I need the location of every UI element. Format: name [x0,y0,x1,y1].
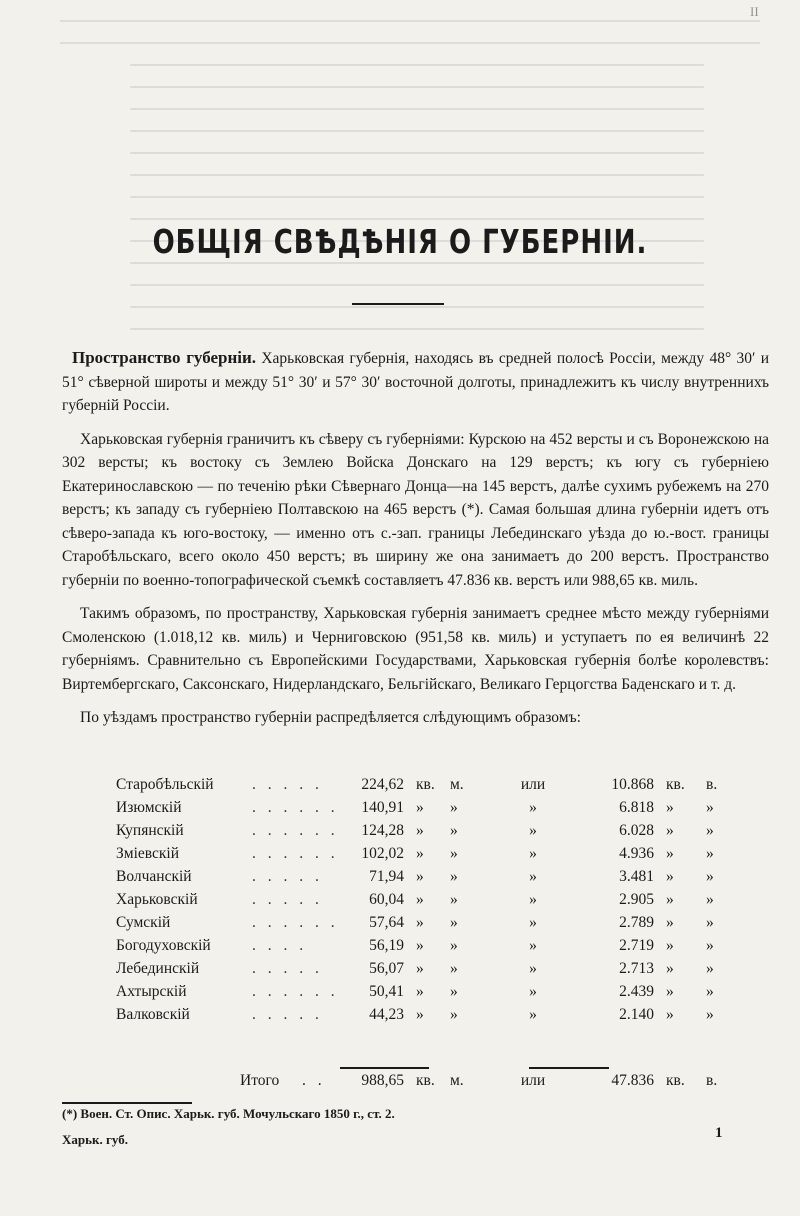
leader-dots: . . . . . . [252,983,339,1000]
unit-3: » [666,845,674,862]
leader-dots: . . . . . [252,891,323,908]
unit-3: » [666,983,674,1000]
or-word: » [529,937,537,954]
leader-dots: . . . . . . [252,845,339,862]
area-sq-miles: 124,28 [361,822,404,839]
unit-4: » [706,937,714,954]
area-sq-versts: 6.028 [619,822,654,839]
or-word: » [529,822,537,839]
district-name: Изюмскій [116,799,182,816]
leader-dots: . . . . . [252,960,323,977]
unit-4: » [706,914,714,931]
area-sq-versts: 10.868 [611,776,654,793]
unit-4: » [706,983,714,1000]
district-name: Сумскій [116,914,171,931]
unit-3: » [666,960,674,977]
district-name: Лебединскій [116,960,200,977]
unit-3: » [666,1006,674,1023]
unit-1: » [416,1006,424,1023]
area-sq-versts: 6.818 [619,799,654,816]
table-row [62,866,769,889]
unit-2: » [450,891,458,908]
or-word: » [529,914,537,931]
area-sq-miles: 57,64 [369,914,404,931]
unit-2: м. [450,776,464,793]
leader-dots: . . . . . [252,1006,323,1023]
or-word: » [529,1006,537,1023]
district-area-table [62,774,769,1089]
area-sq-miles: 56,19 [369,937,404,954]
paragraph-3: Такимъ образомъ, по пространству, Харьковская губернія занимаетъ среднее мѣсто между губерніями Смоленскою (1.018,12 кв. миль) и Черниговскою (951,58 кв. миль) и уступаетъ по ея величинѣ 22 губерніямъ. Сравнительно съ Европейскими Государствами, Харьковская губернія болѣе королевствъ: Виртембергскаго, Саксонскаго, Нидерландскаго, Бельгійскаго, Великаго Герцогства Баденскаго и т. д. [62,605,769,693]
or-word: » [529,960,537,977]
sum-rule-versts [529,1067,609,1069]
unit-4: » [706,799,714,816]
or-word: » [529,983,537,1000]
table-row [62,820,769,843]
or-word: » [529,799,537,816]
paragraph-1-text: Харьковская губернія, находясь въ средней полосѣ Россіи, между 48° 30′ и 51° сѣверной широты и между 51° 30′ и 57° 30′ восточной долготы, принадлежитъ къ числу внутреннихъ губерній Россіи. [62,350,769,414]
area-sq-versts: 2.713 [619,960,654,977]
total-unit-3: кв. [666,1072,685,1089]
corner-mark: II [750,4,759,19]
area-sq-versts: 3.481 [619,868,654,885]
unit-2: » [450,937,458,954]
total-unit-1: кв. [416,1072,435,1089]
leader-dots: . . . . . [252,776,323,793]
unit-2: » [450,983,458,1000]
unit-1: » [416,960,424,977]
total-unit-4: в. [706,1072,718,1089]
area-sq-versts: 2.905 [619,891,654,908]
sum-rule-area [340,1067,429,1069]
area-sq-versts: 2.439 [619,983,654,1000]
or-word: » [529,868,537,885]
area-sq-miles: 71,94 [369,868,404,885]
title-rule [352,303,444,305]
unit-2: » [450,845,458,862]
table-row [62,981,769,1004]
district-name: Волчанскій [116,868,192,885]
footnote-rule [62,1102,192,1104]
page-number: 1 [715,1125,723,1141]
district-name: Богодуховскій [116,937,211,954]
or-word: » [529,891,537,908]
unit-1: » [416,983,424,1000]
unit-2: » [450,799,458,816]
table-row [62,912,769,935]
district-name: Ахтырскій [116,983,187,1000]
district-name: Валковскій [116,1006,190,1023]
unit-4: » [706,891,714,908]
area-sq-versts: 4.936 [619,845,654,862]
unit-4: » [706,1006,714,1023]
leader-dots: . . . . . . [252,822,339,839]
unit-3: » [666,914,674,931]
area-sq-miles: 102,02 [361,845,404,862]
table-row [62,774,769,797]
unit-4: » [706,822,714,839]
signature-mark: Харьк. губ. [62,1132,128,1147]
total-versts: 47.836 [611,1072,654,1089]
unit-1: » [416,937,424,954]
total-label: Итого [240,1072,280,1089]
leader-dots: . . . . . . [252,799,339,816]
page-title: ОБЩІЯ СВѢДѢНІЯ О ГУБЕРНІИ. [152,224,648,262]
unit-3: » [666,822,674,839]
area-sq-miles: 56,07 [369,960,404,977]
total-unit-2: м. [450,1072,464,1089]
total-or: или [520,1072,546,1089]
unit-2: » [450,960,458,977]
unit-1: » [416,799,424,816]
table-rows [62,774,769,1027]
unit-4: » [706,960,714,977]
paragraph-1 [62,346,769,418]
unit-1: » [416,868,424,885]
paragraph-4: По уѣздамъ пространство губерніи распредѣляется слѣдующимъ образомъ: [80,709,581,726]
unit-2: » [450,868,458,885]
or-word: или [520,776,546,793]
unit-3: кв. [666,776,685,793]
unit-1: » [416,891,424,908]
unit-4: » [706,845,714,862]
table-total-row [62,1070,769,1093]
area-sq-miles: 140,91 [361,799,404,816]
unit-3: » [666,868,674,885]
leader-dots: . . . . [252,937,308,954]
unit-4: » [706,868,714,885]
area-sq-miles: 224,62 [361,776,404,793]
area-sq-versts: 2.789 [619,914,654,931]
unit-3: » [666,891,674,908]
unit-4: в. [706,776,718,793]
unit-2: » [450,914,458,931]
district-name: Харьковскій [116,891,198,908]
area-sq-versts: 2.140 [619,1006,654,1023]
leader-dots: . . . . . . [252,914,339,931]
footnote: (*) Воен. Ст. Опис. Харьк. губ. Мочульскаго 1850 г., ст. 2. [62,1106,395,1121]
unit-3: » [666,937,674,954]
table-row [62,958,769,981]
unit-1: » [416,914,424,931]
area-sq-versts: 2.719 [619,937,654,954]
unit-1: кв. [416,776,435,793]
table-row [62,889,769,912]
paragraph-2: Харьковская губернія граничитъ къ сѣверу съ губерніями: Курскою на 452 версты и съ Воронежскою на 302 версты; къ востоку съ Землею Войска Донскаго на 129 верстъ; къ югу съ губерніею Екатеринославскою — по теченію рѣки Сѣвернаго Донца—на 145 верстъ, далѣе сухимъ рубежемъ на 270 верстъ; къ западу съ губерніею Полтавскою на 465 верстъ (*). Самая большая длина губерніи идетъ отъ сѣверо-запада къ юго-востоку, — именно отъ с.-зап. границы Лебединскаго уѣзда до ю.-вост. границы Старобѣльскаго, всего около 450 верстъ; въ ширину же она занимаетъ до 200 верстъ. Пространство губерніи по военно-топографической съемкѣ составляетъ 47.836 кв. верстъ или 988,65 кв. миль. [62,430,769,589]
unit-3: » [666,799,674,816]
table-row [62,797,769,820]
unit-2: » [450,1006,458,1023]
leader-dots: . . . . . [252,868,323,885]
or-word: » [529,845,537,862]
area-sq-miles: 60,04 [369,891,404,908]
area-sq-miles: 50,41 [369,983,404,1000]
area-sq-miles: 44,23 [369,1006,404,1023]
district-name: Зміевскій [116,845,179,862]
section-title: Пространство губерніи. [72,348,257,367]
total-dots: . . [302,1072,326,1089]
table-row [62,935,769,958]
unit-2: » [450,822,458,839]
district-name: Старобѣльскій [116,776,214,793]
unit-1: » [416,822,424,839]
unit-1: » [416,845,424,862]
total-area: 988,65 [361,1072,404,1089]
table-row [62,843,769,866]
table-row [62,1004,769,1027]
district-name: Купянскій [116,822,184,839]
body-text [62,346,769,740]
